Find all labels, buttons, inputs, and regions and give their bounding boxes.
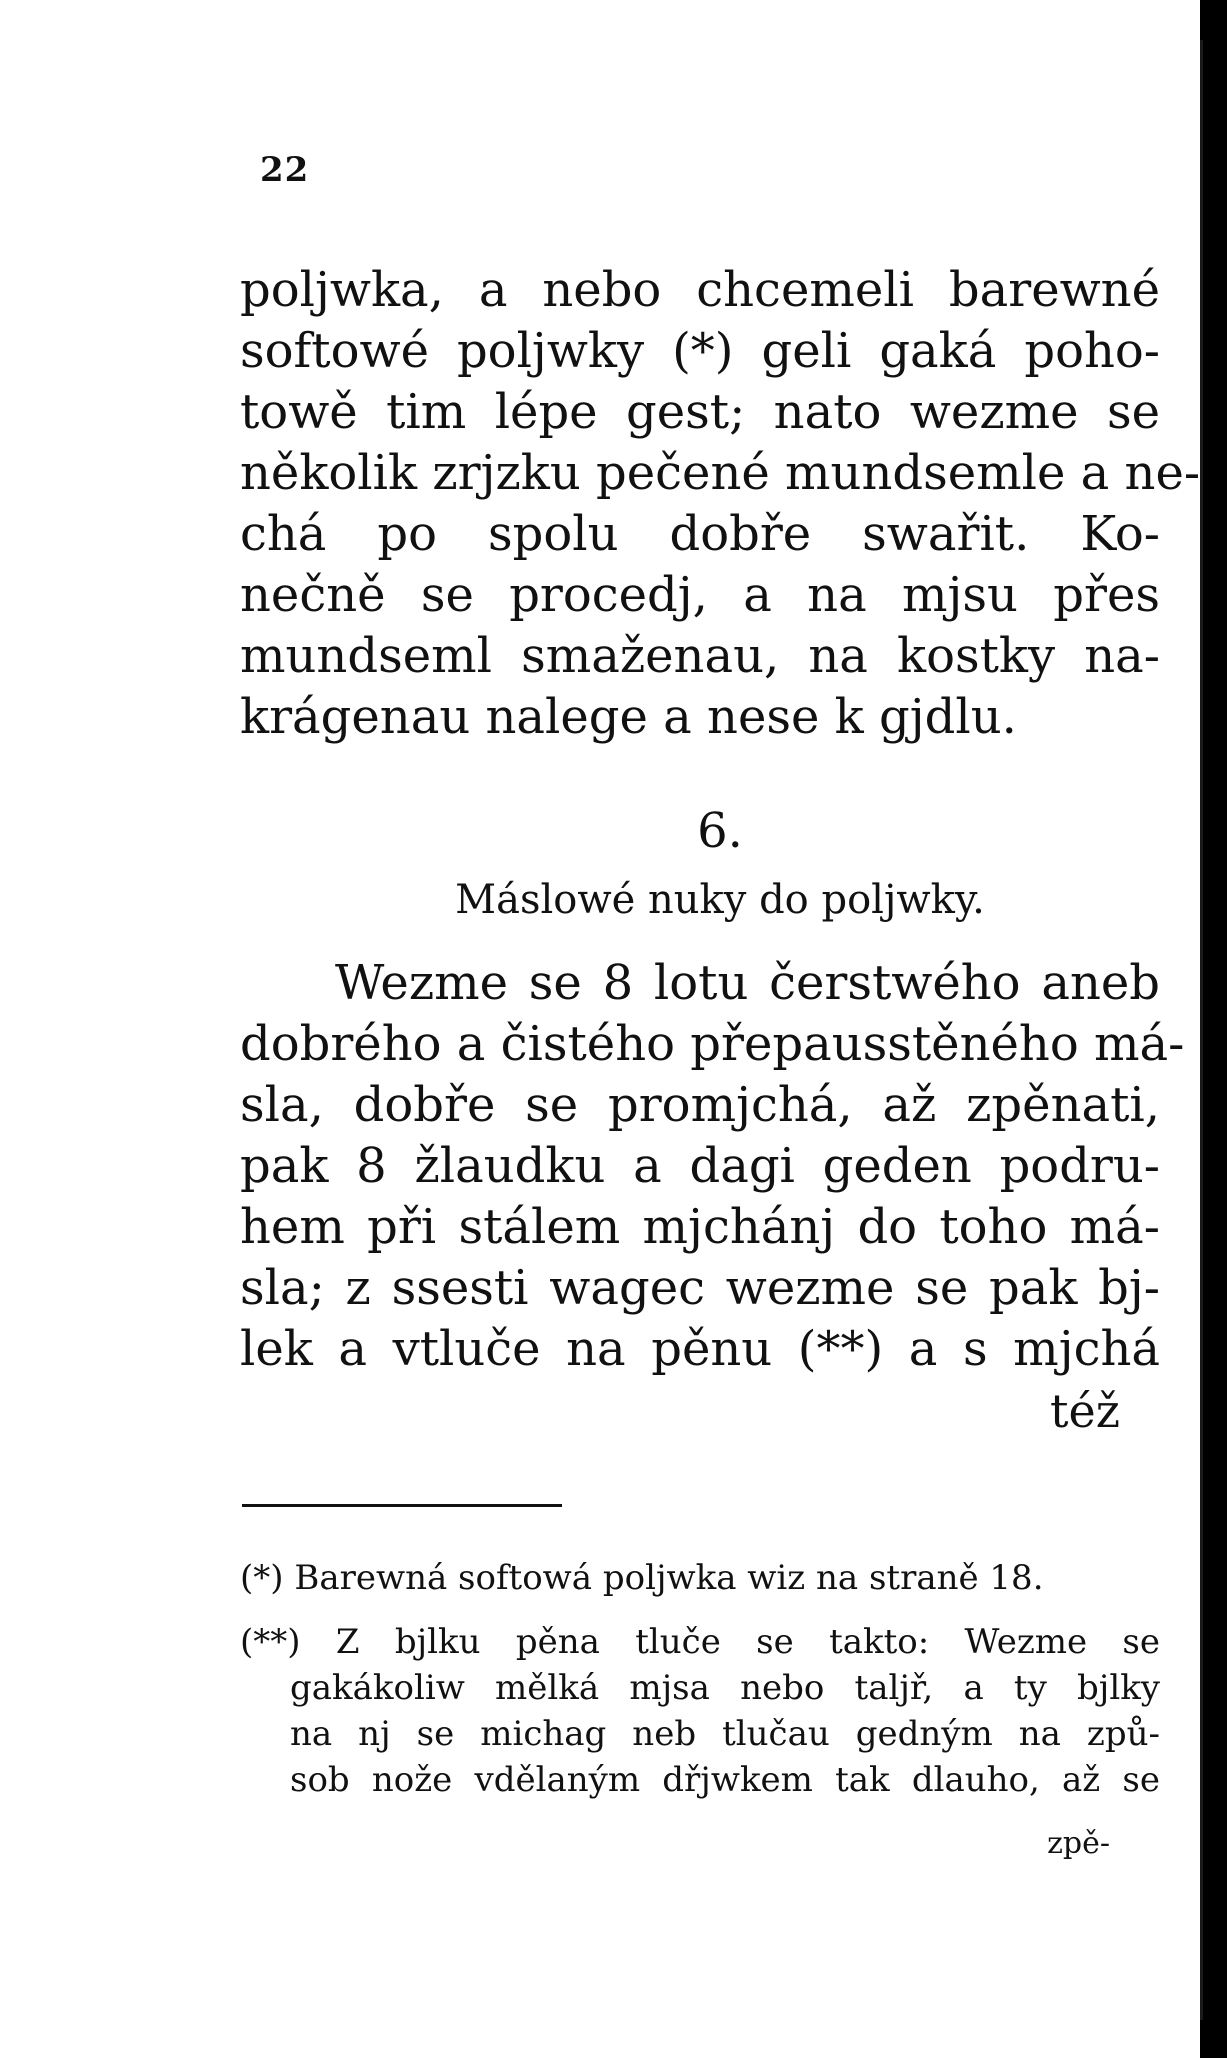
footnote-line: na nj se michag neb tlučau gedným na způ-: [290, 1714, 1160, 1754]
text-line: nečně se procedj, a na mjsu přes: [240, 567, 1160, 623]
paragraph-1: [240, 260, 1200, 748]
section-title: Máslowé nuky do poljwky.: [455, 877, 985, 923]
text-line: softowé poljwky (*) geli gaká poho-: [240, 323, 1160, 379]
section-number: 6.: [697, 803, 743, 859]
footnote-line: gakákoliw mělká mjsa nebo taljř, a ty bjlky: [290, 1668, 1160, 1708]
footnote-catchword: zpě-: [1047, 1826, 1110, 1861]
text-line: hem při stálem mjchánj do toho má-: [240, 1199, 1160, 1255]
text-line: několik zrjzku pečené mundsemle a ne-: [240, 445, 1200, 501]
footnotes: [240, 1555, 1160, 1867]
page-number: 22: [260, 150, 310, 190]
text-line: pak 8 žlaudku a dagi geden podru-: [240, 1138, 1160, 1194]
page-edge-line: [1200, 40, 1203, 2020]
page-content: [240, 150, 1200, 1867]
footnote-2: [240, 1619, 1160, 1803]
text-line: mundseml smaženau, na kostky na-: [240, 628, 1160, 684]
text-line: chá po spolu dobře swařit. Ko-: [240, 506, 1160, 562]
footnote-1: [240, 1555, 1160, 1601]
page-edge-shadow: [1200, 0, 1227, 2058]
footnote-line: sob nože vdělaným dřjwkem tak dlauho, až se: [290, 1760, 1160, 1800]
text-line: towě tim lépe gest; nato wezme se: [240, 384, 1160, 440]
catchword: též: [1050, 1384, 1120, 1438]
text-line: Wezme se 8 lotu čerstwého aneb: [335, 955, 1160, 1011]
text-line: krágenau nalege a nese k gjdlu.: [240, 689, 1017, 745]
footnote-rule: [242, 1504, 562, 1507]
footnote-line: (**) Z bjlku pěna tluče se takto: Wezme se: [240, 1622, 1160, 1662]
paragraph-2: [240, 953, 1185, 1380]
text-line: sla, dobře se promjchá, až zpěnati,: [240, 1077, 1160, 1133]
text-line: lek a vtluče na pěnu (**) a s mjchá: [240, 1321, 1160, 1377]
text-line: poljwka, a nebo chcemeli barewné: [240, 262, 1160, 318]
text-line: sla; z ssesti wagec wezme se pak bj-: [240, 1260, 1160, 1316]
text-line: dobrého a čistého přepausstěného má-: [240, 1016, 1185, 1072]
footnote-line: (*) Barewná softowá poljwka wiz na straně 18.: [240, 1558, 1044, 1598]
